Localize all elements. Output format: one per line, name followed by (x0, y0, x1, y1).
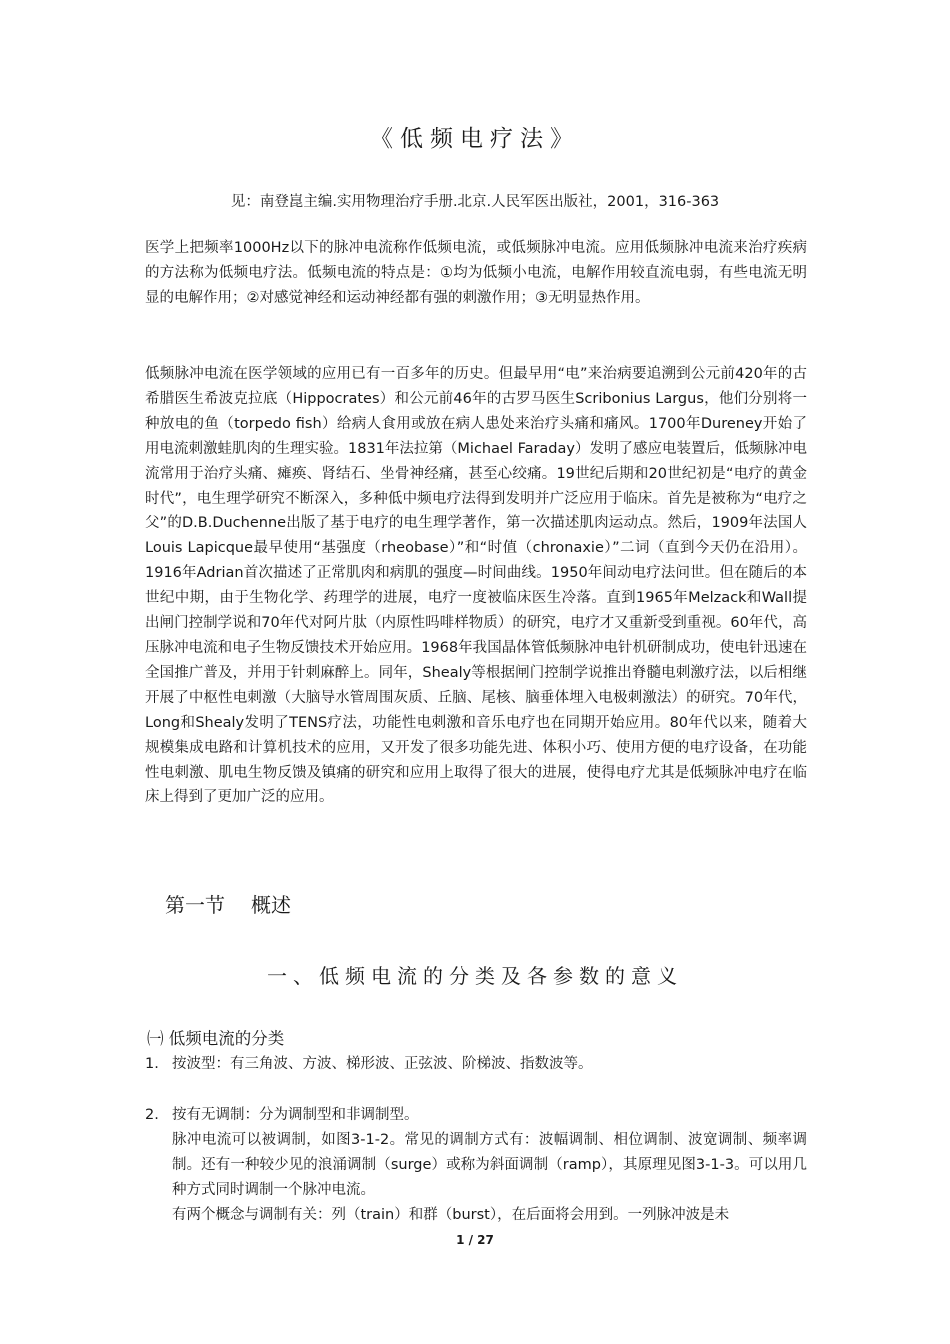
subsection-heading: 一、低频电流的分类及各参数的意义 (267, 964, 683, 988)
document-title: 《低频电疗法》 (370, 126, 580, 152)
page-number: 1 / 27 (456, 1233, 494, 1247)
list-item-number: 1. (145, 1056, 159, 1072)
list-item-detail-continued: 有两个概念与调制有关：列（train）和群（burst），在后面将会用到。一列脉冲波是未 (172, 1206, 730, 1223)
section-heading (165, 889, 291, 918)
section-name: 概述 (251, 893, 291, 917)
citation: 见：南登崑主编.实用物理治疗手册.北京.人民军医出版社，2001，316-363 (230, 194, 720, 210)
subsubsection-heading: ㈠ 低频电流的分类 (147, 1029, 285, 1048)
list-item-number: 2. (145, 1107, 159, 1123)
list-item-detail: 脉冲电流可以被调制，如图3-1-2。常见的调制方式有：波幅调制、相位调制、波宽调制、频率调制。还有一种较少见的浪涌调制（surge）或称为斜面调制（ramp），其原理见图3-1-3。可以用几种方式同时调制一个脉冲电流。 (172, 1131, 807, 1198)
list-item-body (172, 1103, 807, 1228)
section-number: 第一节 (165, 893, 225, 917)
list-item-text: 按波型：有三角波、方波、梯形波、正弦波、阶梯波、指数波等。 (172, 1056, 593, 1072)
list-item-text: 按有无调制：分为调制型和非调制型。 (172, 1107, 419, 1123)
history-paragraph: 低频脉冲电流在医学领域的应用已有一百多年的历史。但最早用“电”来治病要追溯到公元前420年的古希腊医生希波克拉底（Hippocrates）和公元前46年的古罗马医生Scribonius Largus，他们分别将一种放电的鱼（torpedo fish）给病人食用或放在病人患处来治疗头痛和痛风。1700年Dureney开始了用电流刺激蛙肌肉的生理实验。1831年法拉第（Michael Faraday）发明了感应电装置后，低频脉冲电流常用于治疗头痛、瘫痪、肾结石、坐骨神经痛，甚至心绞痛。19世纪后期和20世纪初是“电疗的黄金时代”，电生理学研究不断深入，多种低中频电疗法得到发明并广泛应用于临床。首先是被称为“电疗之父”的D.B.Duchenne出版了基于电疗的电生理学著作，第一次描述肌肉运动点。然后，1909年法国人Louis Lapicque最早使用“基强度（rheobase）”和“时值（chronaxie）”二词（直到今天仍在沿用）。1916年Adrian首次描述了正常肌肉和病肌的强度—时间曲线。1950年间动电疗法问世。但在随后的本世纪中期，由于生物化学、药理学的进展，电疗一度被临床医生冷落。直到1965年Melzack和Wall提出闸门控制学说和70年代对阿片肽（内原性吗啡样物质）的研究，电疗才又重新受到重视。60年代，高压脉冲电流和电子生物反馈技术开始应用。1968年我国晶体管低频脉冲电针机研制成功，使电针迅速在全国推广普及，并用于针刺麻醉上。同年，Shealy等根据闸门控制学说推出脊髓电刺激疗法，以后相继开展了中枢性电刺激（大脑导水管周围灰质、丘脑、尾核、脑垂体埋入电极刺激法）的研究。70年代，Long和Shealy发明了TENS疗法，功能性电刺激和音乐电疗也在同期开始应用。80年代以来，随着大规模集成电路和计算机技术的应用，又开发了很多功能先进、体积小巧、使用方便的电疗设备，在功能性电刺激、肌电生物反馈及镇痛的研究和应用上取得了很大的进展，使得电疗尤其是低频脉冲电疗在临床上得到了更加广泛的应用。 (145, 366, 807, 806)
intro-paragraph: 医学上把频率1000Hz以下的脉冲电流称作低频电流，或低频脉冲电流。应用低频脉冲电流来治疗疾病的方法称为低频电疗法。低频电流的特点是：①均为低频小电流，电解作用较直流电弱，有些电流无明显的电解作用；②对感觉神经和运动神经都有强的刺激作用；③无明显热作用。 (145, 240, 807, 306)
